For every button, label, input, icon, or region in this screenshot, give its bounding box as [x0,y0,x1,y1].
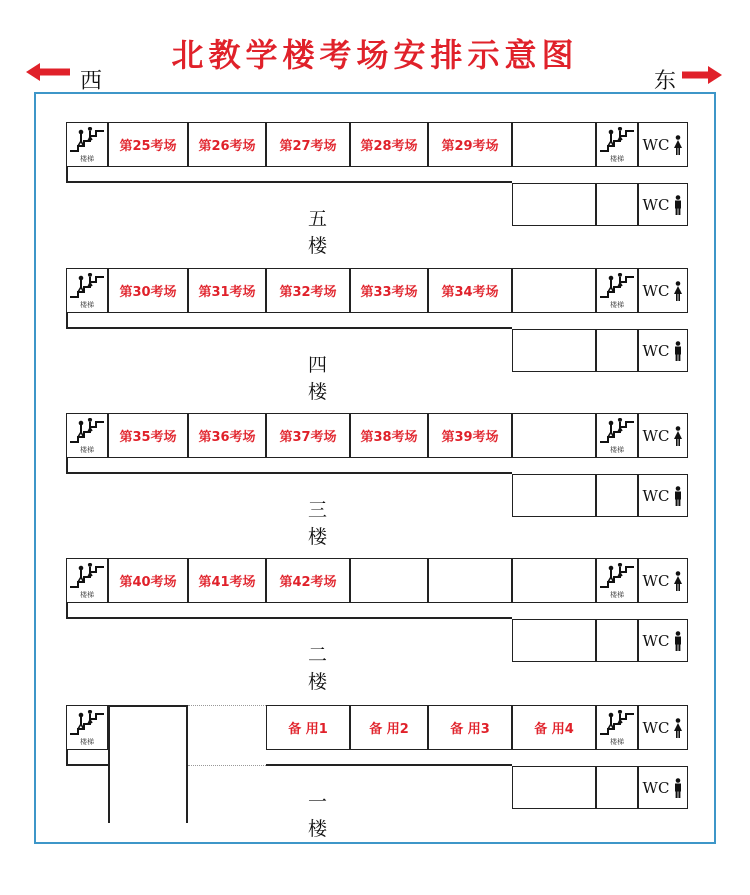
male-icon [673,778,683,798]
empty-room [512,122,596,167]
east-arrow-icon [682,66,722,84]
floor-label: 二 楼 [308,644,336,693]
stairwell-west [66,558,108,603]
floor-label: 一 楼 [308,791,336,840]
empty-room [428,558,512,603]
room-label: 第33考场 [360,285,418,300]
room-label: 备 用3 [450,722,490,737]
room-label: 第35考场 [119,430,177,445]
restroom-female [638,558,688,603]
stairwell-east [596,558,638,603]
exam-room [350,413,428,458]
restroom-female [638,268,688,313]
floor-label: 五 楼 [308,208,336,257]
stair-label: 楼梯 [610,155,624,163]
stair-label: 楼梯 [80,591,94,599]
empty-room [350,558,428,603]
male-icon [673,486,683,506]
room-label: 第25考场 [119,139,177,154]
exam-room [108,268,188,313]
stairs-icon [598,563,636,589]
east-label: 东 [654,69,677,94]
room-east-lower [512,329,596,372]
page-title: 北教学楼考场安排示意图 [171,36,579,74]
female-icon [673,718,683,738]
corridor-wall [66,472,512,474]
stairs-icon [598,127,636,153]
wc-label: WC [642,426,670,445]
female-icon [673,571,683,591]
restroom-female [638,413,688,458]
room-east-lower [512,766,596,809]
room-label: 第36考场 [198,430,256,445]
empty-room [512,558,596,603]
exam-room [188,413,266,458]
exam-room [188,268,266,313]
stair-label: 楼梯 [610,738,624,746]
exam-room [428,268,512,313]
female-icon [673,135,683,155]
wc-label: WC [642,341,670,360]
female-icon [673,281,683,301]
stairs-icon [68,273,106,299]
entrance-wall [108,705,186,707]
exam-room [266,268,350,313]
empty-room [512,413,596,458]
corridor-wall [66,327,512,329]
wc-label: WC [642,718,670,737]
exam-room [188,558,266,603]
entrance-dashes [188,705,266,706]
female-icon [673,426,683,446]
stairs-icon [68,710,106,736]
exam-room [266,122,350,167]
west-arrow-icon [26,63,70,81]
exam-room [350,268,428,313]
stairwell-east [596,122,638,167]
wc-label: WC [642,281,670,300]
male-icon [673,195,683,215]
stair-label: 楼梯 [610,301,624,309]
wc-label: WC [642,778,670,797]
exam-room [266,705,350,750]
corridor-wall [66,764,108,766]
stairs-icon [68,563,106,589]
room-east-lower [512,619,596,662]
corridor-wall [66,617,512,619]
stairwell-east [596,413,638,458]
wc-label: WC [642,195,670,214]
exam-room [350,122,428,167]
restroom-male [638,329,688,372]
male-icon [673,341,683,361]
exam-room [428,122,512,167]
room-east-lower-small [596,183,638,226]
stair-label: 楼梯 [80,155,94,163]
exam-room [108,413,188,458]
entrance-wall [108,705,110,823]
stairwell-west [66,413,108,458]
exam-room [266,558,350,603]
entrance-wall [186,705,188,823]
stair-label: 楼梯 [80,738,94,746]
room-label: 备 用1 [288,722,328,737]
room-label: 第30考场 [119,285,177,300]
room-label: 备 用2 [369,722,409,737]
restroom-male [638,619,688,662]
floor-label: 三 楼 [308,499,336,548]
restroom-female [638,122,688,167]
room-label: 第41考场 [198,575,256,590]
room-label: 备 用4 [534,722,574,737]
room-label: 第28考场 [360,139,418,154]
room-east-lower-small [596,766,638,809]
corridor-wall [66,181,512,183]
exam-room [428,413,512,458]
room-label: 第39考场 [441,430,499,445]
stairs-icon [68,418,106,444]
room-east-lower-small [596,329,638,372]
room-label: 第32考场 [279,285,337,300]
stair-label: 楼梯 [610,446,624,454]
room-east-lower-small [596,619,638,662]
wc-label: WC [642,631,670,650]
empty-room [512,268,596,313]
stairwell-west [66,268,108,313]
stair-label: 楼梯 [80,446,94,454]
wc-label: WC [642,571,670,590]
room-east-lower [512,474,596,517]
entrance-dashes [188,765,266,766]
room-label: 第31考场 [198,285,256,300]
restroom-male [638,183,688,226]
exam-room [350,705,428,750]
stairs-icon [598,710,636,736]
stair-label: 楼梯 [80,301,94,309]
stairwell-east [596,268,638,313]
room-label: 第37考场 [279,430,337,445]
exam-room [266,413,350,458]
room-east-lower-small [596,474,638,517]
room-label: 第26考场 [198,139,256,154]
wc-label: WC [642,486,670,505]
exam-room [512,705,596,750]
corridor-wall [266,764,512,766]
room-label: 第40考场 [119,575,177,590]
room-label: 第34考场 [441,285,499,300]
room-east-lower [512,183,596,226]
stair-label: 楼梯 [610,591,624,599]
male-icon [673,631,683,651]
stairwell-west [66,705,108,750]
room-label: 第27考场 [279,139,337,154]
room-label: 第38考场 [360,430,418,445]
exam-room [428,705,512,750]
stairwell-east [596,705,638,750]
wc-label: WC [642,135,670,154]
stairs-icon [598,273,636,299]
floor-label: 四 楼 [308,354,336,403]
stairs-icon [68,127,106,153]
restroom-male [638,474,688,517]
exam-room [108,122,188,167]
exam-room [188,122,266,167]
restroom-male [638,766,688,809]
stairwell-west [66,122,108,167]
west-label: 西 [80,69,103,94]
restroom-female [638,705,688,750]
room-label: 第42考场 [279,575,337,590]
room-label: 第29考场 [441,139,499,154]
stairs-icon [598,418,636,444]
exam-room [108,558,188,603]
